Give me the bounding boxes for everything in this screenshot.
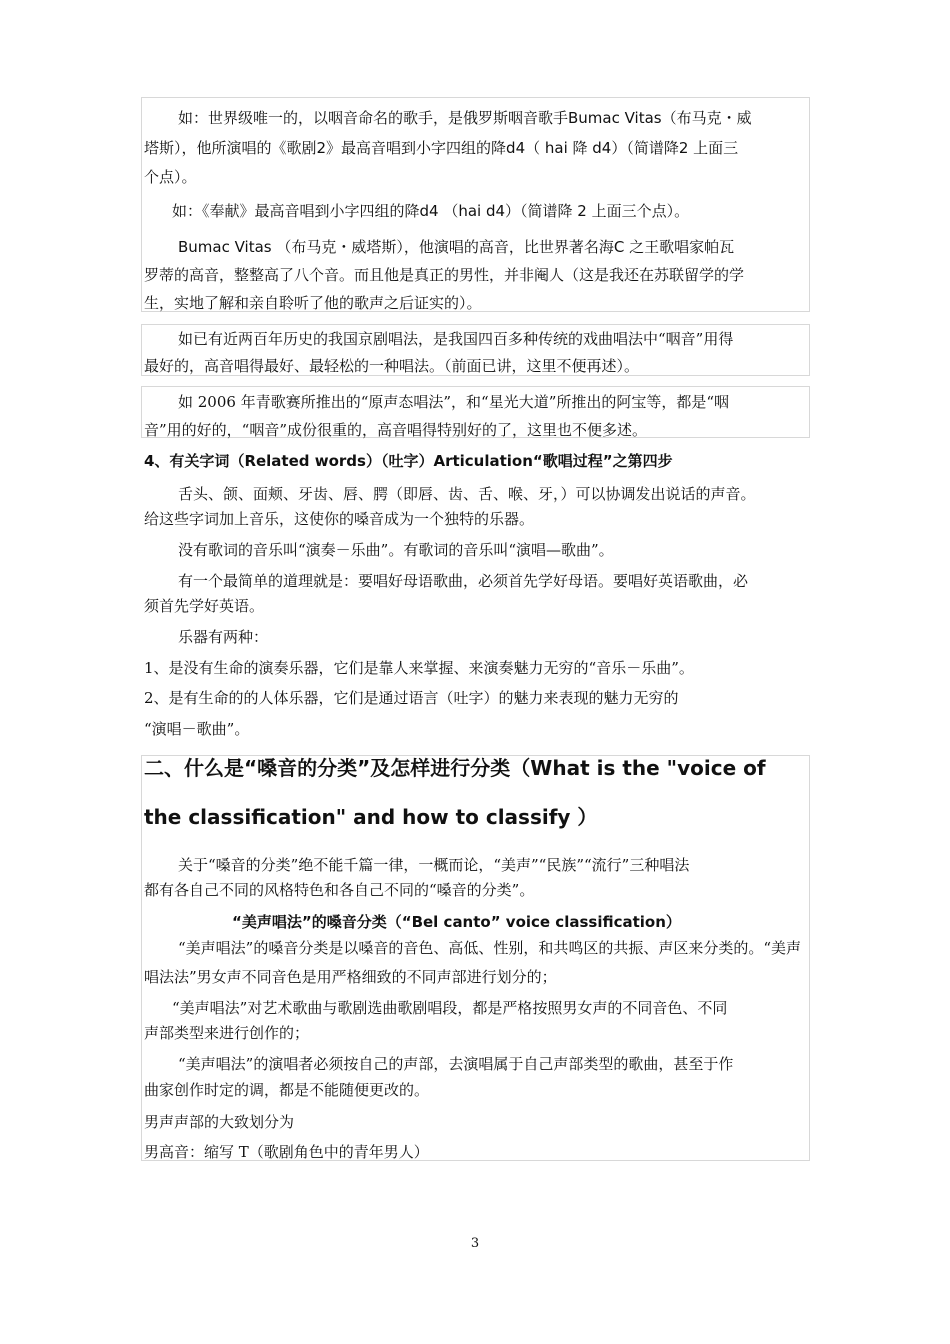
paragraph-line: “美声唱法”对艺术歌曲与歌剧选曲歌剧唱段，都是严格按照男女声的不同音色、不同 <box>172 999 728 1017</box>
paragraph-line: 个点）。 <box>144 168 197 186</box>
chapter-heading: 二、什么是“嗓音的分类”及怎样进行分类（What is the "voice of <box>144 756 766 780</box>
paragraph-line: 须首先学好英语。 <box>144 597 265 615</box>
paragraph-line: 如已有近两百年历史的我国京剧唱法，是我国四百多种传统的戏曲唱法中“咽音”用得 <box>178 330 734 348</box>
paragraph-line: 唱法法”男女声不同音色是用严格细致的不同声部进行划分的； <box>144 968 557 986</box>
paragraph-line: “美声唱法”的演唱者必须按自己的声部，去演唱属于自己声部类型的歌曲，甚至于作 <box>178 1055 734 1073</box>
paragraph-line: 曲家创作时定的调，都是不能随便更改的。 <box>144 1081 430 1099</box>
paragraph-line: 给这些字词加上音乐，这使你的嗓音成为一个独特的乐器。 <box>144 510 535 528</box>
paragraph-line: “美声唱法”的嗓音分类是以嗓音的音色、高低、性别，和共鸣区的共振、声区来分类的。“美声 <box>178 939 802 957</box>
paragraph-line: 生，实地了解和亲自聆听了他的歌声之后证实的）。 <box>144 294 482 312</box>
paragraph-line: 如：《奉献》最高音唱到小字四组的降d4 （hai d4）（简谱降 2 上面三个点）。 <box>172 202 690 220</box>
paragraph-line: 舌头、颌、面颊、牙齿、唇、腭（即唇、齿、舌、喉、牙，）可以协调发出说话的声音。 <box>178 485 756 503</box>
section-heading: 4、有关字词（Related words）（吐字）Articulation“歌唱过程”之第四步 <box>144 452 673 470</box>
paragraph-line: 都有各自己不同的风格特色和各自己不同的“嗓音的分类”。 <box>144 881 535 899</box>
paragraph-line: Bumac Vitas （布马克・威塔斯），他演唱的高音，比世界著名海C 之王歌唱家帕瓦 <box>178 238 735 256</box>
paragraph-line: 男声声部的大致划分为 <box>144 1113 295 1131</box>
paragraph-line: 如 2006 年青歌赛所推出的“原声态唱法”，和“星光大道”所推出的阿宝等，都是“咽 <box>178 393 730 411</box>
sub-heading: “美声唱法”的嗓音分类（“Bel canto” voice classification） <box>232 913 681 931</box>
paragraph-line: 有一个最简单的道理就是：要唱好母语歌曲，必须首先学好母语。要唱好英语歌曲，必 <box>178 572 749 590</box>
paragraph-line: 如：世界级唯一的，以咽音命名的歌手，是俄罗斯咽音歌手Bumac Vitas（布马克・威 <box>178 109 752 127</box>
paragraph-line: 关于“嗓音的分类”绝不能千篇一律，一概而论，“美声”“民族”“流行”三种唱法 <box>178 856 690 874</box>
paragraph-line: 乐器有两种： <box>178 628 269 646</box>
list-item: 2、是有生命的的人体乐器，它们是通过语言（吐字）的魅力来表现的魅力无穷的 <box>144 689 679 707</box>
paragraph-line: 最好的，高音唱得最好、最轻松的一种唱法。（前面已讲，这里不便再述）。 <box>144 357 640 375</box>
paragraph-line: 罗蒂的高音，整整高了八个音。而且他是真正的男性，并非阉人（这是我还在苏联留学的学 <box>144 266 745 284</box>
paragraph-line: 塔斯），他所演唱的《歌剧2》最高音唱到小字四组的降d4（ hai 降 d4）（简谱降2 上面三 <box>144 139 739 157</box>
paragraph-line: 没有歌词的音乐叫“演奏－乐曲”。有歌词的音乐叫“演唱—歌曲”。 <box>178 541 614 559</box>
list-item: “演唱－歌曲”。 <box>144 720 250 738</box>
paragraph-line: 音”用的好的，“咽音”成份很重的，高音唱得特别好的了，这里也不便多述。 <box>144 421 648 439</box>
paragraph-line: 声部类型来进行创作的； <box>144 1024 310 1042</box>
list-item: 1、是没有生命的演奏乐器，它们是靠人来掌握、来演奏魅力无穷的“音乐－乐曲”。 <box>144 659 694 677</box>
paragraph-line: 男高音：缩写 T（歌剧角色中的青年男人） <box>144 1143 429 1161</box>
chapter-heading: the classification" and how to classify ） <box>144 805 598 829</box>
page-number: 3 <box>470 1236 480 1251</box>
